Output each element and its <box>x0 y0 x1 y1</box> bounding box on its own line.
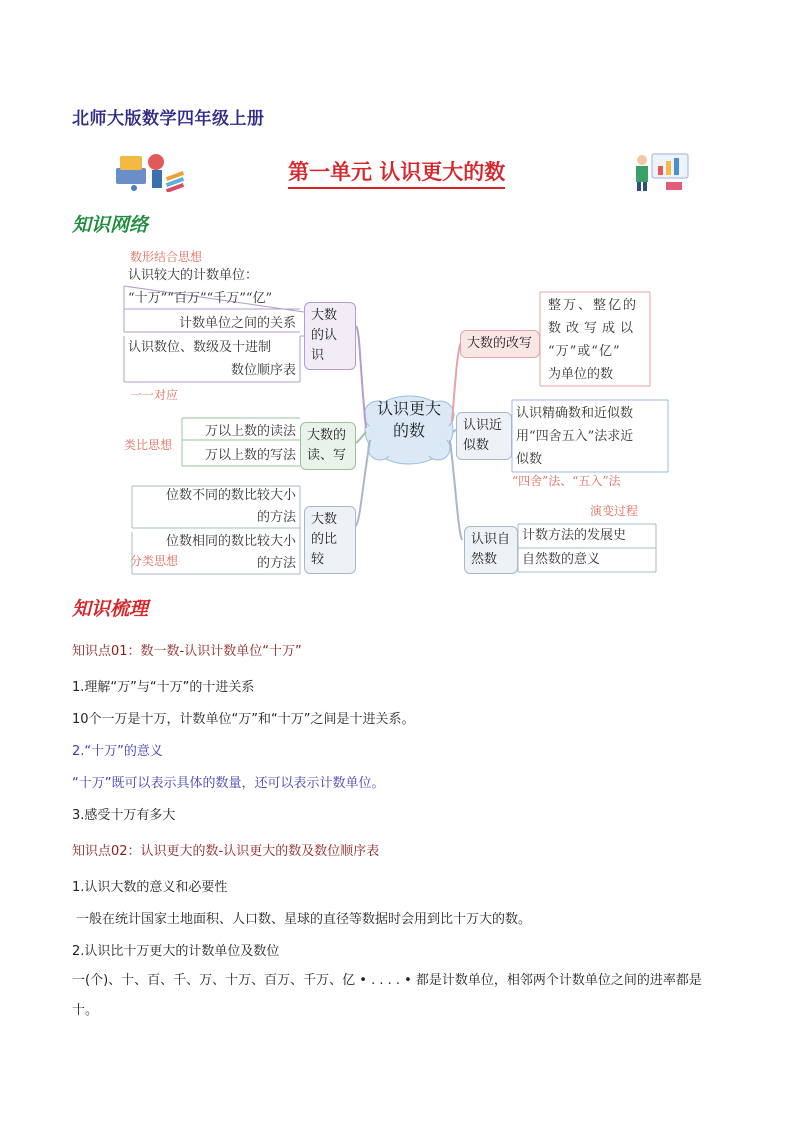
leaf-compare-same: 位数相同的数比较大小 <box>165 534 296 549</box>
leaf-place-value: 认识数位、数级及十进制 <box>128 340 272 355</box>
leaf-compare-diff-method: 的方法 <box>256 510 296 525</box>
leaf-compare-same-method: 的方法 <box>256 556 296 571</box>
unit-title: 第一单元 认识更大的数 <box>288 156 505 189</box>
leaf-natural-history: 计数方法的发展史 <box>522 528 627 543</box>
leaf-rewrite-1: 整万、整亿的 <box>548 298 639 313</box>
leaf-write-method: 万以上数的写法 <box>204 448 296 463</box>
node-compare: 大数的比较 <box>304 506 356 574</box>
kp1-item-1-text: 10个一万是十万，计数单位“万”和“十万”之间是十进关系。 <box>72 712 415 727</box>
section-title-review: 知识梳理 <box>72 598 149 620</box>
note-shape-number: 数形结合思想 <box>130 250 203 264</box>
leaf-natural-meaning: 自然数的意义 <box>522 552 601 567</box>
section-title-network: 知识网络 <box>72 214 149 236</box>
leaf-rewrite-2: 数改写成以 <box>548 321 639 336</box>
note-analogy: 类比思想 <box>124 438 173 452</box>
node-natural: 认识自然数 <box>464 526 518 574</box>
leaf-unit-intro: 认识较大的计数单位： <box>128 268 259 283</box>
kp1-item-1: 1.理解“万”与“十万”的十进关系 <box>72 680 255 695</box>
knowledge-point-2: 知识点02：认识更大的数-认识更大的数及数位顺序表 <box>72 844 380 859</box>
center-node: 认识更大的数 <box>376 399 441 440</box>
note-classify: 分类思想 <box>130 554 179 568</box>
leaf-compare-diff: 位数不同的数比较大小 <box>165 488 296 503</box>
leaf-approx-3: 似数 <box>516 452 543 467</box>
leaf-approx-1: 认识精确数和近似数 <box>516 406 634 421</box>
kp1-item-2-text: “十万”既可以表示具体的数量，还可以表示计数单位。 <box>72 776 385 791</box>
node-approx: 认识近似数 <box>456 412 512 460</box>
book-title: 北师大版数学四年级上册 <box>72 109 265 129</box>
leaf-approx-2: 用“四舍五入”法求近 <box>516 429 634 444</box>
leaf-rewrite-3: “万”或“亿” <box>548 344 621 359</box>
kp2-item-1-text: 一般在统计国家土地面积、人口数、星球的直径等数据时会用到比十万大的数。 <box>76 912 532 927</box>
leaf-place-table: 数位顺序表 <box>230 363 296 378</box>
leaf-unit-list: “十万”“百万”“千万”“亿” <box>128 291 273 306</box>
node-rewrite: 大数的改写 <box>460 330 540 358</box>
kp2-item-2-text: 一(个)、十、百、千、万、十万、百万、千万、亿 • . . . . • 都是计数单位，相邻两个计数单位之间的进率都是十。 <box>72 973 702 1018</box>
knowledge-point-1: 知识点01：数一数-认识计数单位“十万” <box>72 644 302 659</box>
teacher-board-icon <box>630 150 692 192</box>
note-one-to-one: 一一对应 <box>130 388 179 402</box>
kp1-item-2: 2.“十万”的意义 <box>72 744 163 759</box>
kp2-item-1: 1.认识大数的意义和必要性 <box>72 880 228 895</box>
leaf-rewrite-4: 为单位的数 <box>548 367 614 382</box>
kp1-item-3: 3.感受十万有多大 <box>72 808 176 823</box>
study-illustration-icon <box>112 148 188 192</box>
note-evolution: 演变过程 <box>590 504 639 518</box>
node-big-unit: 大数的认识 <box>304 302 356 370</box>
note-rounding: “四舍”法、“五入”法 <box>512 474 621 488</box>
leaf-read-method: 万以上数的读法 <box>204 424 296 439</box>
node-read-write: 大数的读、写 <box>300 422 356 470</box>
leaf-unit-relation: 计数单位之间的关系 <box>178 316 296 331</box>
kp2-item-2: 2.认识比十万更大的计数单位及数位 <box>72 944 280 959</box>
